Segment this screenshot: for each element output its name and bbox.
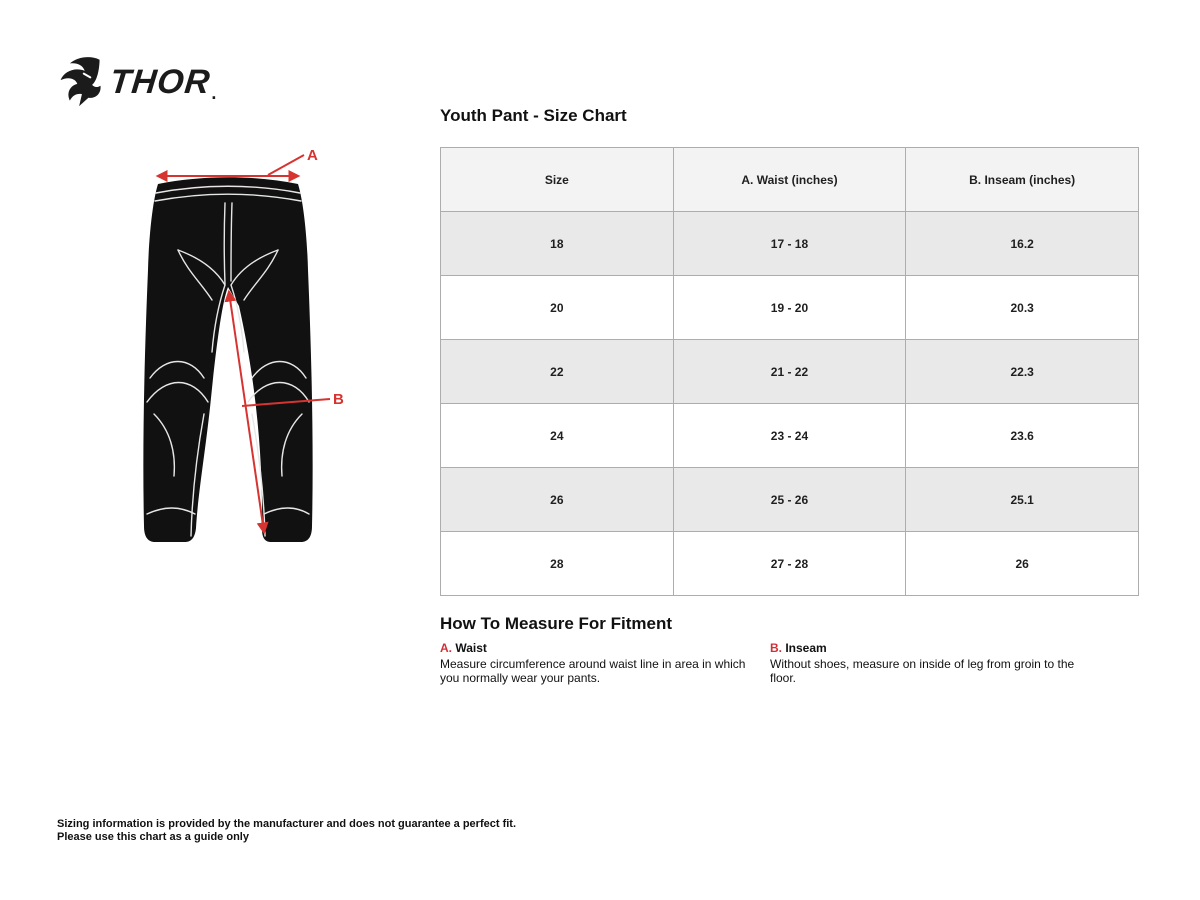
pants-measurement-diagram	[118, 138, 358, 570]
cell-size: 18	[441, 212, 674, 276]
cell-inseam: 25.1	[906, 468, 1139, 532]
column-header-inseam: B. Inseam (inches)	[906, 148, 1139, 212]
measure-description-inseam: Without shoes, measure on inside of leg from groin to the floor.	[770, 657, 1075, 685]
table-row	[441, 404, 1139, 468]
thor-logo	[56, 56, 216, 108]
cell-waist: 23 - 24	[673, 404, 906, 468]
cell-inseam: 26	[906, 532, 1139, 596]
table-header-row	[441, 148, 1139, 212]
measure-label-waist	[440, 641, 750, 655]
diagram-label-b: B	[333, 391, 344, 408]
size-chart-title: Youth Pant - Size Chart	[440, 106, 627, 125]
cell-size: 20	[441, 276, 674, 340]
cell-waist: 21 - 22	[673, 340, 906, 404]
table-row	[441, 340, 1139, 404]
table-row	[441, 212, 1139, 276]
pants-silhouette	[143, 177, 312, 542]
thor-ram-head-icon	[56, 56, 106, 108]
cell-size: 22	[441, 340, 674, 404]
measure-item-inseam	[770, 641, 1080, 685]
logo-wordmark: THOR	[108, 63, 213, 101]
column-header-waist: A. Waist (inches)	[673, 148, 906, 212]
cell-waist: 27 - 28	[673, 532, 906, 596]
measure-name-waist: Waist	[455, 641, 487, 655]
label-a-pointer-line	[268, 155, 304, 175]
disclaimer-line-1: Sizing information is provided by the manufacturer and does not guarantee a perfect fit.	[57, 818, 517, 830]
cell-inseam: 20.3	[906, 276, 1139, 340]
how-to-measure-title: How To Measure For Fitment	[440, 614, 673, 633]
cell-waist: 19 - 20	[673, 276, 906, 340]
table-row	[441, 532, 1139, 596]
measure-name-inseam: Inseam	[785, 641, 827, 655]
cell-inseam: 22.3	[906, 340, 1139, 404]
cell-waist: 17 - 18	[673, 212, 906, 276]
logo-trademark-dot: .	[211, 83, 217, 103]
size-chart-table	[440, 147, 1139, 596]
cell-size: 28	[441, 532, 674, 596]
measure-letter-a: A.	[440, 641, 452, 655]
cell-inseam: 23.6	[906, 404, 1139, 468]
cell-inseam: 16.2	[906, 212, 1139, 276]
diagram-label-a: A	[307, 147, 318, 164]
measure-letter-b: B.	[770, 641, 782, 655]
table-row	[441, 276, 1139, 340]
column-header-size: Size	[441, 148, 674, 212]
sizing-disclaimer	[57, 818, 516, 843]
table-row	[441, 468, 1139, 532]
measure-label-inseam	[770, 641, 1080, 655]
cell-waist: 25 - 26	[673, 468, 906, 532]
cell-size: 24	[441, 404, 674, 468]
disclaimer-line-2: Please use this chart as a guide only	[57, 830, 249, 843]
cell-size: 26	[441, 468, 674, 532]
measure-description-waist: Measure circumference around waist line in area in which you normally wear your pants.	[440, 657, 746, 685]
measure-item-waist	[440, 641, 750, 685]
